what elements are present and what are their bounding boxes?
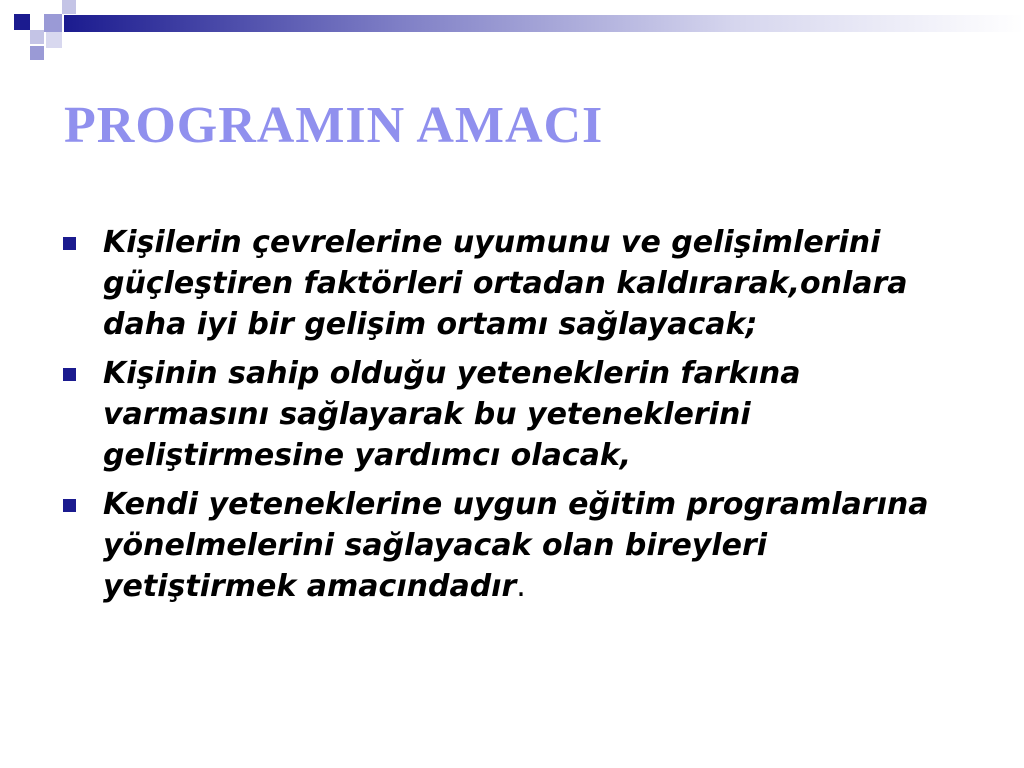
bullet-item	[60, 484, 960, 607]
bullet-list	[60, 222, 960, 615]
bullet-item	[60, 353, 960, 476]
square-bullet-icon	[63, 368, 76, 381]
bullet-item	[60, 222, 960, 345]
slide-decoration	[0, 0, 1024, 70]
square-bullet-icon	[63, 499, 76, 512]
bullet-text: Kişilerin çevrelerine uyumunu ve gelişimlerini güçleştiren faktörleri ortadan kaldırarak,onlara daha iyi bir gelişim ortamı sağlayacak;	[103, 225, 908, 342]
slide-title: PROGRAMIN AMACI	[64, 97, 604, 154]
square-bullet-icon	[63, 237, 76, 250]
final-period: .	[516, 569, 526, 604]
bullet-text: Kişinin sahip olduğu yeteneklerin farkına varmasını sağlayarak bu yeteneklerini geliştirmesine yardımcı olacak,	[103, 356, 801, 473]
bullet-text: Kendi yeteneklerine uygun eğitim programlarına yönelmelerini sağlayacak olan bireyleri yetiştirmek amacındadır	[103, 487, 929, 604]
